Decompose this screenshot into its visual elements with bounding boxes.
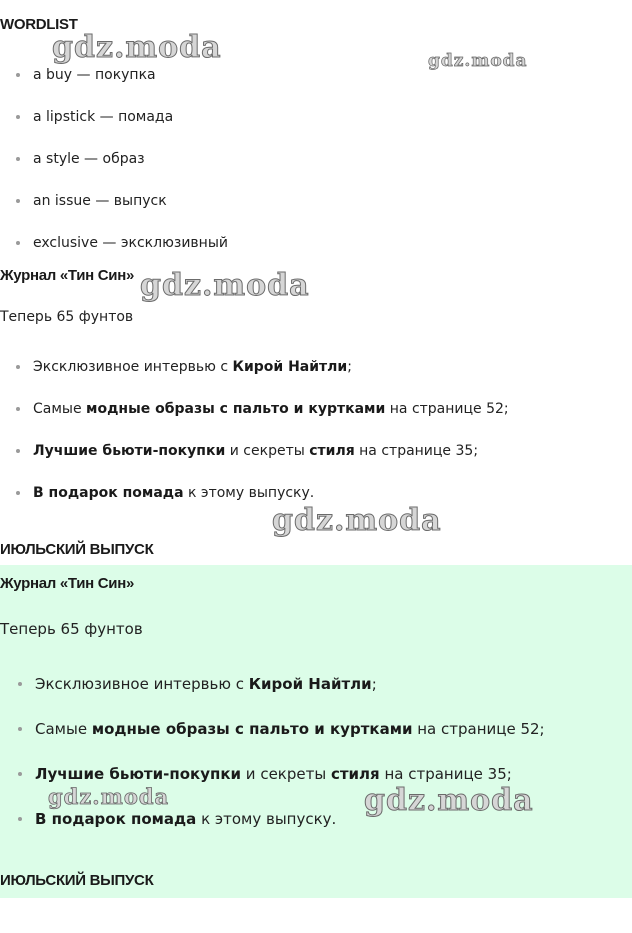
highlighted-issue-label: ИЮЛЬСКИЙ ВЫПУСК bbox=[0, 872, 154, 889]
list-item: a style — образ bbox=[0, 150, 228, 192]
list-item: exclusive — эксклюзивный bbox=[0, 234, 228, 276]
list-item: a buy — покупка bbox=[0, 66, 228, 108]
list-item: Эксклюзивное интервью с Кирой Найтли; bbox=[2, 674, 545, 719]
list-item: В подарок помада к этому выпуску. bbox=[2, 809, 545, 854]
watermark-logo: gdz.moda bbox=[272, 503, 442, 538]
article-title: Журнал «Тин Син» bbox=[0, 267, 135, 284]
article-bullets bbox=[0, 358, 509, 526]
list-item: Лучшие бьюти-покупки и секреты стиля на странице 35; bbox=[2, 764, 545, 809]
watermark-logo: gdz.moda bbox=[428, 51, 528, 71]
watermark-logo: gdz.moda bbox=[52, 30, 222, 65]
issue-label: ИЮЛЬСКИЙ ВЫПУСК bbox=[0, 541, 154, 558]
list-item: Эксклюзивное интервью с Кирой Найтли; bbox=[0, 358, 509, 400]
list-item: an issue — выпуск bbox=[0, 192, 228, 234]
watermark-logo: gdz.moda bbox=[140, 268, 310, 303]
list-item: Самые модные образы с пальто и куртками на странице 52; bbox=[2, 719, 545, 764]
wordlist-heading: WORDLIST bbox=[0, 16, 78, 33]
list-item: Самые модные образы с пальто и куртками на странице 52; bbox=[0, 400, 509, 442]
watermark-logo: gdz.moda bbox=[48, 784, 170, 809]
watermark-logo: gdz.moda bbox=[364, 783, 534, 818]
highlighted-subtitle: Теперь 65 фунтов bbox=[0, 620, 143, 638]
article-subtitle: Теперь 65 фунтов bbox=[0, 309, 134, 325]
list-item: a lipstick — помада bbox=[0, 108, 228, 150]
wordlist-list bbox=[0, 66, 228, 276]
list-item: Лучшие бьюти-покупки и секреты стиля на странице 35; bbox=[0, 442, 509, 484]
highlighted-title: Журнал «Тин Син» bbox=[0, 575, 135, 592]
highlighted-bullets bbox=[2, 674, 545, 854]
list-item: В подарок помада к этому выпуску. bbox=[0, 484, 509, 526]
